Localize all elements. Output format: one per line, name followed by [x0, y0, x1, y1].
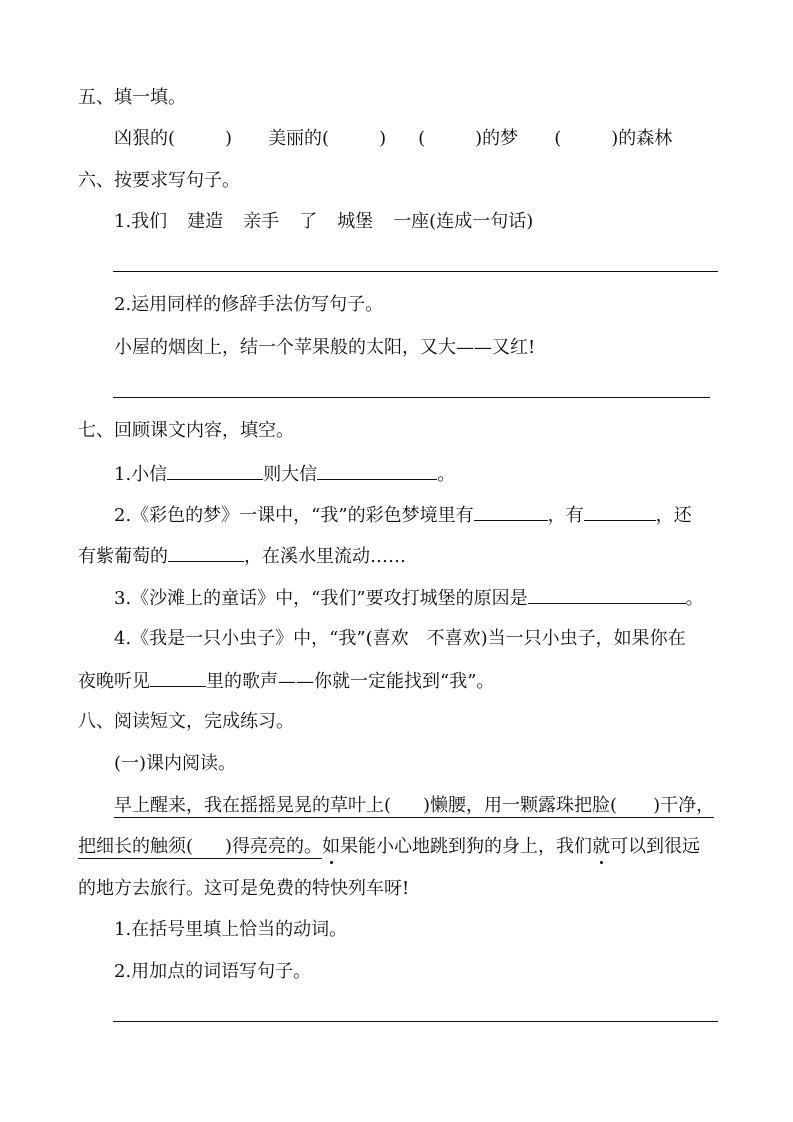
fill-item-3-close: )的梦: [475, 128, 519, 149]
q2-text-d: 有紫葡萄的: [78, 546, 168, 567]
passage-underlined-1: 早上醒来，我在摇摇晃晃的草叶上( )懒腰，用一颗露珠把脸( )干净，: [114, 795, 715, 816]
q1-text-b: 则大信: [263, 464, 318, 485]
blank-7-2-c[interactable]: [168, 543, 244, 562]
fill-item-2-open: 美丽的(: [268, 128, 330, 149]
blank-7-1-a[interactable]: [167, 461, 263, 480]
q1-word-4: 城堡: [337, 211, 374, 232]
q4-text-c: 里的歌声——你就一定能找到“我”。: [206, 671, 495, 692]
q1-word-3: 了: [299, 211, 318, 232]
section-7-q2-line2: [78, 543, 406, 569]
answer-line-6-2[interactable]: [113, 397, 710, 398]
section-7-q4-line1: 4.《我是一只小虫子》中，“我”(喜欢 不喜欢)当一只小虫子，如果你在: [114, 628, 686, 649]
q1-word-2: 亲手: [243, 211, 280, 232]
q1-text-c: 。: [437, 464, 456, 485]
dotted-char-ru: 如: [322, 836, 341, 857]
fill-item-2-close: ): [379, 128, 387, 149]
passage-line-3: 的地方去旅行。这可是免费的特快列车呀!: [78, 878, 410, 899]
blank-7-2-a[interactable]: [474, 502, 548, 521]
q4-text-b: 夜晚听见: [78, 671, 150, 692]
q2-text-b: ，有: [547, 505, 584, 526]
section-7-heading: 七、回顾课文内容，填空。: [78, 420, 294, 441]
fill-item-1-close: ): [225, 128, 233, 149]
section-6-q2-example: 小屋的烟囱上，结一个苹果般的太阳，又大——又红!: [114, 337, 536, 358]
q1-word-1: 建造: [187, 211, 224, 232]
section-8-heading: 八、阅读短文，完成练习。: [78, 711, 294, 732]
q2-text-c: ，还: [655, 505, 692, 526]
fill-item-3-open: (: [418, 128, 426, 149]
dotted-char-jiu: 就: [592, 836, 611, 857]
q3-text-a: 3.《沙滩上的童话》中，“我们”要攻打城堡的原因是: [114, 588, 528, 609]
q2-text-a: 2.《彩色的梦》一课中，“我”的彩色梦境里有: [114, 505, 474, 526]
passage-line-1: [114, 794, 714, 818]
section-5-fill-items: [114, 127, 672, 151]
section-6-q1: [114, 210, 533, 234]
q3-text-b: 。: [685, 588, 704, 609]
blank-7-1-b[interactable]: [317, 461, 437, 480]
section-6-heading: 六、按要求写句子。: [78, 170, 240, 191]
section-8-q1: 1.在括号里填上恰当的动词。: [114, 919, 348, 940]
section-7-q2-line1: [114, 502, 692, 528]
blank-7-3[interactable]: [528, 585, 686, 604]
blank-7-4[interactable]: [150, 668, 206, 687]
answer-line-6-1[interactable]: [113, 271, 718, 272]
section-7-q3: [114, 585, 704, 611]
section-6-q2: 2.运用同样的修辞手法仿写句子。: [114, 294, 384, 315]
answer-line-8-2[interactable]: [113, 1021, 718, 1022]
passage-line-2: 把细长的触须( )得亮亮的。如果能小心地跳到狗的身上，我们就可以到很远: [78, 836, 701, 857]
fill-item-4-close: )的森林: [611, 128, 673, 149]
q1-text-a: 1.小信: [114, 464, 168, 485]
q2-text-e: ，在溪水里流动……: [244, 546, 406, 567]
q1-label: 1.我们: [114, 211, 168, 232]
section-8-q2: 2.用加点的词语写句子。: [114, 961, 312, 982]
fill-item-4-open: (: [554, 128, 562, 149]
section-5-heading: 五、填一填。: [78, 87, 186, 108]
blank-7-2-b[interactable]: [584, 502, 656, 521]
section-7-q1: [114, 461, 455, 487]
section-8-subheading: (一)课内阅读。: [114, 753, 237, 774]
fill-item-1-open: 凶狠的(: [114, 128, 176, 149]
passage-underlined-2: 把细长的触须( )得亮亮的。: [78, 836, 323, 857]
q1-word-5: 一座(连成一句话): [393, 211, 534, 232]
section-7-q4-line2: [78, 668, 494, 694]
